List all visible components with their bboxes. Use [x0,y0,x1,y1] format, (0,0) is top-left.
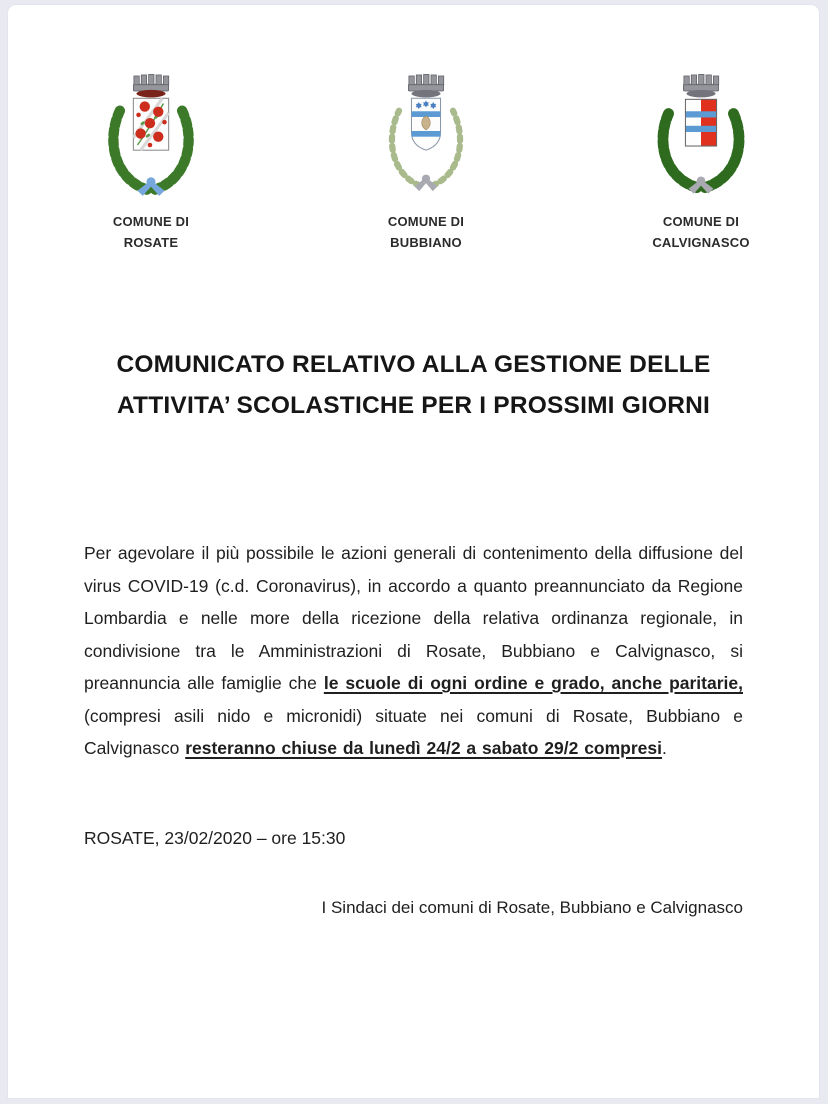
calvignasco-crown [683,74,718,97]
page-title-line2: ATTIVITA’ SCOLASTICHE PER I PROSSIMI GIORNI [116,392,711,419]
municipality-label-line2: ROSATE [123,235,179,250]
bubbiano-coat-of-arms-icon [374,63,478,200]
calvignasco-coat-of-arms-icon [649,63,753,200]
municipality-label-line2: BUBBIANO [390,235,462,250]
municipality-label-line1: COMUNE DI [387,214,465,229]
municipality-bubbiano-label [388,211,464,253]
page-title-line1: COMUNICATO RELATIVO ALLA GESTIONE DELLE [116,351,711,378]
municipality-rosate-label [113,211,189,253]
announcement-paragraph [84,537,743,765]
dateline: ROSATE, 23/02/2020 – ore 15:30 [84,827,346,848]
municipality-label-line1: COMUNE DI [662,214,740,229]
rosate-crown [133,74,168,97]
paragraph-segment-emphasis: le scuole di ogni ordine e grado, anche paritarie, [323,673,743,693]
rosate-shield [133,98,168,150]
municipality-rosate [91,63,211,253]
municipal-crests-row [91,63,761,253]
municipality-label-line2: CALVIGNASCO [652,235,750,250]
bubbiano-shield [411,98,440,150]
municipality-calvignasco-label [652,211,749,253]
paragraph-segment: . [662,738,667,758]
paragraph-segment: (compresi asili nido e micronidi) situate nei comuni di Rosate, Bubbiano e Calvignasco [84,705,743,758]
paragraph-segment: Per agevolare il più possibile le azioni generali di contenimento della diffusione del virus COVID-19 (c.d. Coronavirus), in accordo a quanto preannunciato da Regione Lombardia e nelle more della ricezione della relativa ordinanza regionale, in condivisione tra le Amministrazioni di Rosate, Bubbiano e Calvignasco, si preannuncia alle famiglie che [84,543,743,693]
municipality-label-line1: COMUNE DI [112,214,190,229]
rosate-coat-of-arms-icon [99,63,203,200]
paragraph-segment-emphasis: resteranno chiuse da lunedì 24/2 a sabato 29/2 compresi [185,738,663,758]
bubbiano-crown [408,74,443,97]
municipality-bubbiano [366,63,486,253]
municipality-calvignasco [641,63,761,253]
document-page [7,4,820,1099]
calvignasco-shield [685,99,716,146]
page-title [63,344,764,426]
signature-line: I Sindaci dei comuni di Rosate, Bubbiano e Calvignasco [321,897,743,917]
